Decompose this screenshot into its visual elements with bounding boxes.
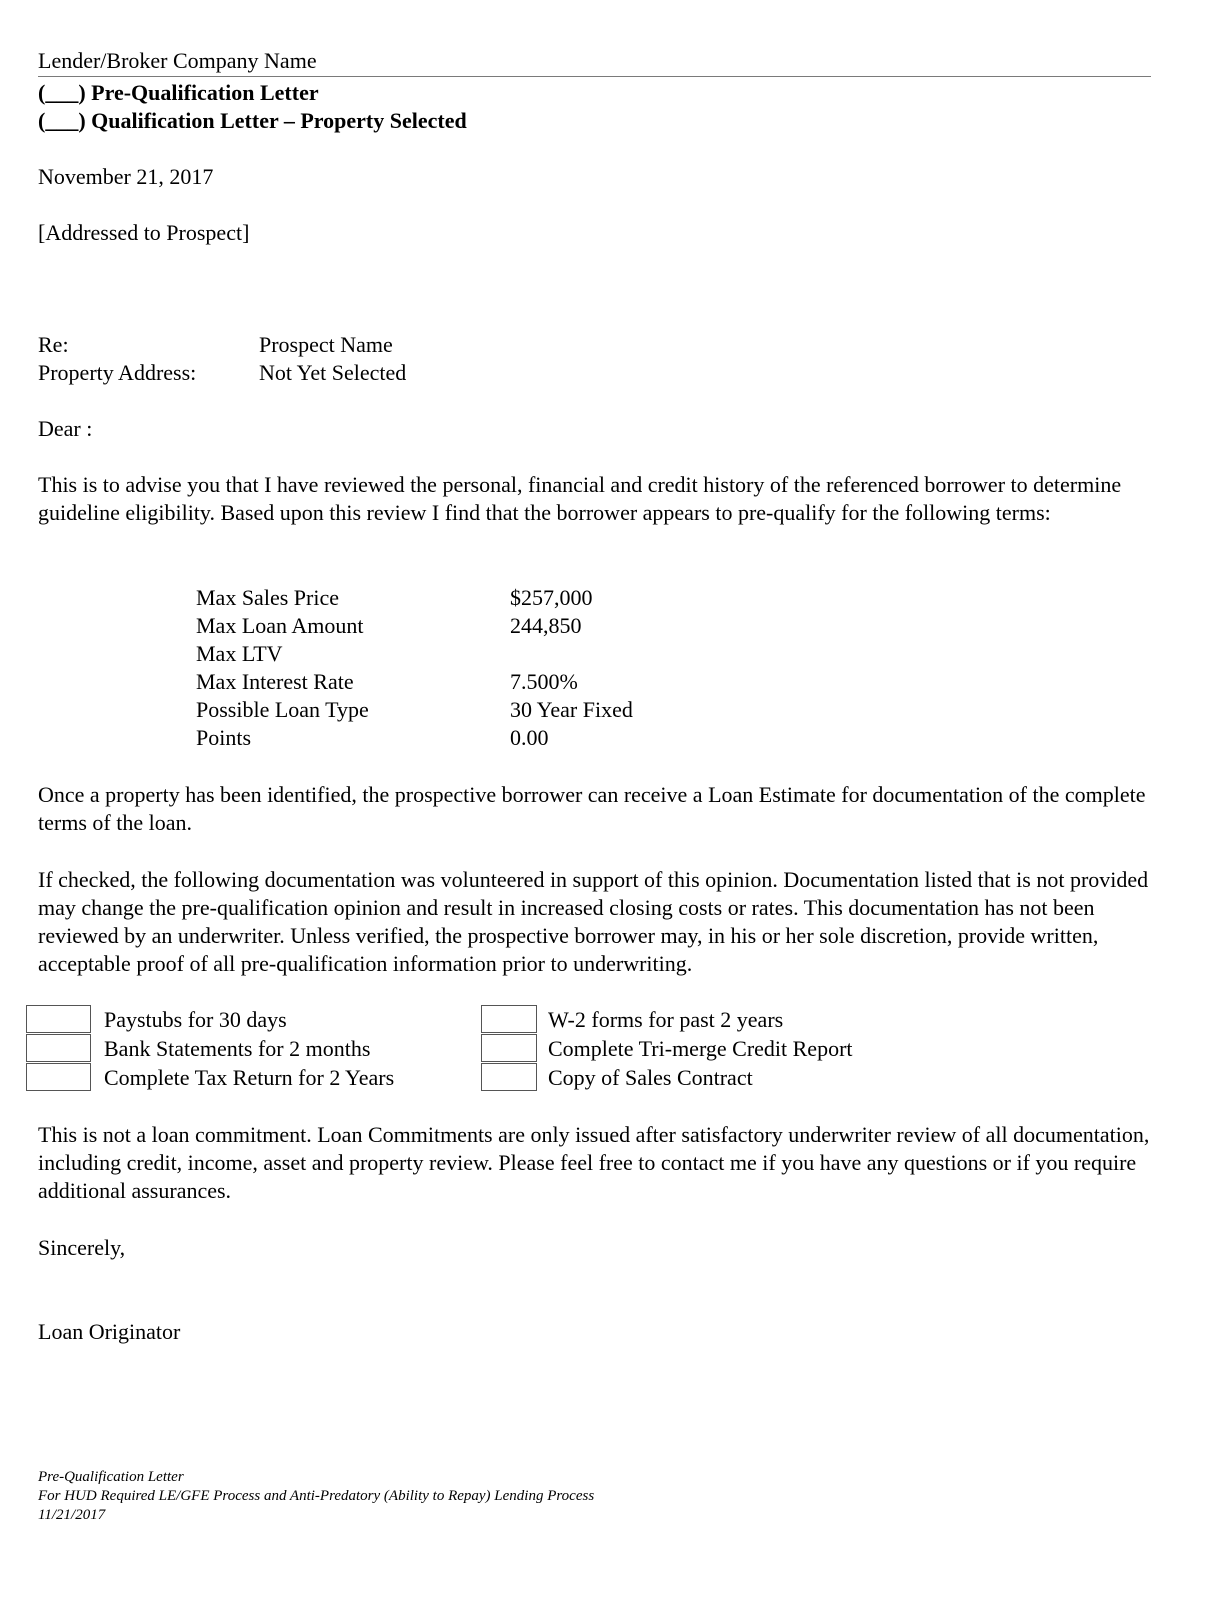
documentation-paragraph: If checked, the following documentation was volunteered in support of this opinion. Documentation listed that is not provided may change the pre-qualification opinion and result in increased closing costs or rates. This documentation has not been reviewed by an underwriter. Unless verified, the prospective borrower may, in his or her sole discretion, provide written, acceptable proof of all pre-qualification information prior to underwriting. — [38, 867, 1149, 976]
term-value: 244,850 — [510, 613, 582, 638]
bank-statements-checkbox[interactable] — [26, 1034, 91, 1062]
checklist-label: W-2 forms for past 2 years — [548, 1007, 784, 1032]
company-name: Lender/Broker Company Name — [38, 48, 317, 73]
property-address-value: Not Yet Selected — [259, 360, 407, 385]
checklist-label: Copy of Sales Contract — [548, 1065, 753, 1090]
term-label: Points — [196, 725, 252, 750]
property-address-label: Property Address: — [38, 360, 197, 385]
addressee: [Addressed to Prospect] — [38, 220, 250, 245]
checklist-label: Complete Tax Return for 2 Years — [104, 1065, 395, 1090]
term-value: $257,000 — [510, 585, 593, 610]
term-value: 30 Year Fixed — [510, 697, 633, 722]
loan-estimate-paragraph: Once a property has been identified, the prospective borrower can receive a Loan Estimate for documentation of the complete terms of the loan. — [38, 782, 1146, 835]
tax-return-checkbox[interactable] — [26, 1063, 91, 1091]
header-divider — [38, 76, 1151, 77]
term-label: Max Interest Rate — [196, 669, 354, 694]
term-value: 0.00 — [510, 725, 549, 750]
letter-date: November 21, 2017 — [38, 164, 214, 189]
re-value: Prospect Name — [259, 332, 393, 357]
checklist-label: Bank Statements for 2 months — [104, 1036, 371, 1061]
signature-name: Loan Originator — [38, 1319, 181, 1344]
sales-contract-checkbox[interactable] — [481, 1063, 537, 1091]
qualification-option: (___) Qualification Letter – Property Selected — [38, 108, 467, 133]
closing: Sincerely, — [38, 1235, 126, 1260]
disclaimer-paragraph: This is not a loan commitment. Loan Commitments are only issued after satisfactory underwriter review of all documentation, including credit, income, asset and property review. Please feel free to contact me if you have any questions or if you require additional assurances. — [38, 1122, 1150, 1203]
footer-subtitle: For HUD Required LE/GFE Process and Anti-Predatory (Ability to Repay) Lending Process — [38, 1488, 595, 1504]
term-label: Possible Loan Type — [196, 697, 369, 722]
term-label: Max Loan Amount — [196, 613, 364, 638]
re-label: Re: — [38, 332, 69, 357]
paystubs-checkbox[interactable] — [26, 1005, 91, 1033]
prequalification-option: (___) Pre-Qualification Letter — [38, 80, 319, 105]
term-label: Max LTV — [196, 641, 283, 666]
intro-paragraph: This is to advise you that I have reviewed the personal, financial and credit history of the referenced borrower to determine guideline eligibility. Based upon this review I find that the borrower appears to pre-qualify for the following terms: — [38, 472, 1122, 525]
credit-report-checkbox[interactable] — [481, 1034, 537, 1062]
salutation: Dear : — [38, 416, 93, 441]
term-label: Max Sales Price — [196, 585, 339, 610]
footer-title: Pre-Qualification Letter — [38, 1469, 184, 1485]
footer-date: 11/21/2017 — [38, 1507, 106, 1523]
w2-forms-checkbox[interactable] — [481, 1005, 537, 1033]
term-value: 7.500% — [510, 669, 578, 694]
checklist-label: Complete Tri-merge Credit Report — [548, 1036, 853, 1061]
checklist-label: Paystubs for 30 days — [104, 1007, 287, 1032]
